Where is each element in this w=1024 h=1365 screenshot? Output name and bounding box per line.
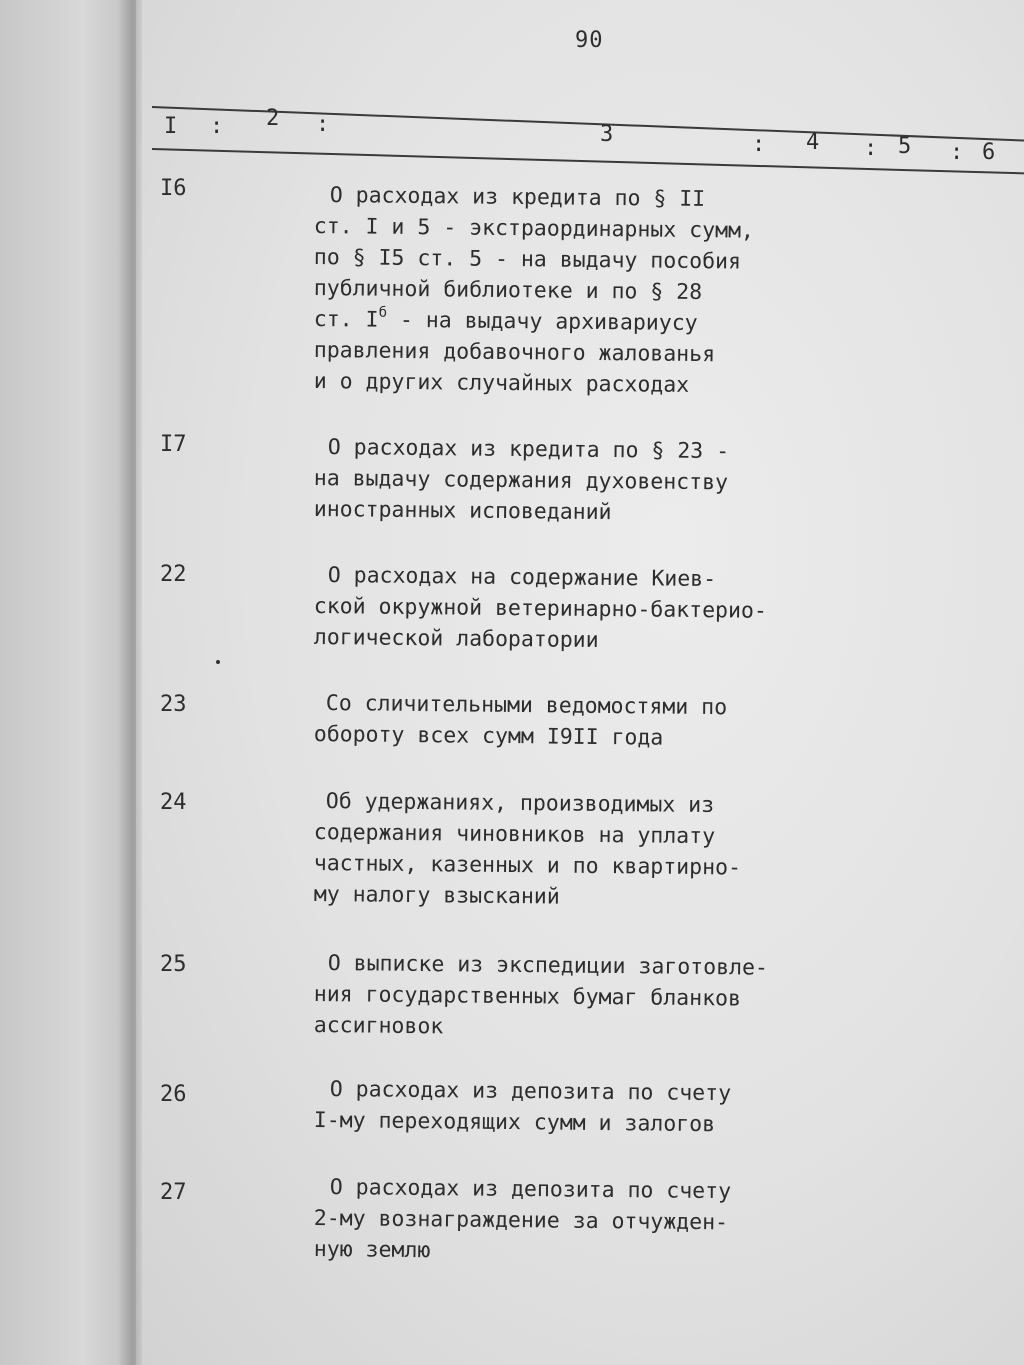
description-line: правления добавочного жалованья bbox=[313, 337, 716, 368]
description-line: частных, казенных и по квартирно- bbox=[313, 850, 742, 881]
row-description bbox=[328, 560, 717, 595]
column-separator: : bbox=[950, 140, 964, 165]
row-description bbox=[326, 786, 715, 821]
row-description bbox=[314, 335, 716, 370]
column-header-1: I bbox=[164, 114, 178, 139]
row-description bbox=[314, 494, 612, 528]
description-line: на выдачу содержания духовенству bbox=[313, 465, 729, 496]
column-separator: : bbox=[210, 114, 224, 139]
row-description bbox=[328, 432, 730, 467]
description-line: Со сличительными ведомостями по bbox=[325, 690, 728, 721]
description-line: ской окружной ветеринарно-бактерио- bbox=[313, 593, 767, 624]
row-description bbox=[330, 1172, 732, 1207]
row-description bbox=[314, 1105, 716, 1140]
description-line: логической лаборатории bbox=[313, 624, 599, 653]
row-description bbox=[326, 688, 728, 723]
column-header-2: 2 bbox=[266, 106, 280, 131]
row-number: I6 bbox=[160, 176, 187, 201]
column-header-5: 5 bbox=[898, 134, 912, 159]
description-line: - на выдачу архивариусу bbox=[386, 307, 698, 337]
row-description bbox=[314, 242, 741, 277]
row-description bbox=[314, 848, 741, 883]
row-description bbox=[314, 366, 690, 401]
row-number: 23 bbox=[160, 692, 187, 717]
page-number: 90 bbox=[575, 28, 604, 53]
column-header-6: 6 bbox=[982, 140, 996, 165]
description-line: ную землю bbox=[313, 1236, 431, 1264]
row-description bbox=[314, 622, 599, 656]
column-header-3: 3 bbox=[600, 122, 614, 147]
row-description bbox=[314, 1203, 729, 1238]
row-description bbox=[330, 180, 706, 215]
column-separator: : bbox=[864, 136, 878, 161]
description-line: му налогу взысканий bbox=[313, 881, 560, 910]
description-line: и о других случайных расходах bbox=[313, 368, 690, 398]
description-line: О расходах из кредита по § 23 - bbox=[327, 434, 730, 465]
row-description bbox=[314, 591, 767, 627]
row-description bbox=[314, 879, 560, 913]
row-number: 24 bbox=[160, 790, 187, 815]
description-line: О расходах из депозита по счету bbox=[329, 1076, 732, 1107]
superscript: б bbox=[378, 304, 388, 321]
ink-speck bbox=[216, 660, 220, 664]
row-number: 27 bbox=[160, 1180, 187, 1205]
description-line: публичной библиотеке и по § 28 bbox=[313, 275, 703, 306]
row-description bbox=[314, 719, 664, 754]
description-line: обороту всех сумм I9II года bbox=[313, 721, 664, 751]
description-line: 2-му вознаграждение за отчужден- bbox=[313, 1205, 729, 1236]
row-description bbox=[330, 1074, 732, 1109]
row-description bbox=[314, 273, 703, 308]
description-line: ст. I bbox=[313, 306, 379, 333]
row-number: 25 bbox=[160, 952, 187, 977]
row-description bbox=[314, 211, 754, 247]
description-line: содержания чиновников на уплату bbox=[313, 819, 716, 850]
description-line: Об удержаниях, производимых из bbox=[325, 788, 715, 819]
description-line: О расходах из кредита по § II bbox=[329, 182, 706, 212]
row-description bbox=[314, 1010, 444, 1042]
row-description bbox=[314, 1234, 431, 1266]
row-number: I7 bbox=[160, 432, 187, 457]
row-number: 22 bbox=[160, 562, 187, 587]
column-separator: : bbox=[752, 132, 766, 157]
description-line: О расходах из депозита по счету bbox=[329, 1174, 732, 1205]
row-description bbox=[314, 979, 741, 1014]
row-description bbox=[314, 463, 729, 498]
description-line: ассигновок bbox=[313, 1012, 444, 1040]
description-line: иностранных исповеданий bbox=[313, 496, 612, 526]
description-line: О выписке из экспедиции заготовле- bbox=[327, 950, 769, 981]
description-line: О расходах на содержание Киев- bbox=[327, 562, 717, 593]
description-line: I-му переходящих сумм и залогов bbox=[313, 1107, 716, 1138]
description-line: ния государственных бумаг бланков bbox=[313, 981, 742, 1012]
description-line: ст. I и 5 - экстраординарных сумм, bbox=[313, 213, 755, 244]
row-description bbox=[328, 948, 768, 984]
column-header-4: 4 bbox=[806, 130, 820, 155]
book-spine-shadow bbox=[118, 0, 142, 1365]
row-description bbox=[314, 817, 716, 852]
column-separator: : bbox=[316, 112, 330, 137]
row-number: 26 bbox=[160, 1082, 187, 1107]
description-line: по § I5 ст. 5 - на выдачу пособия bbox=[313, 244, 742, 275]
